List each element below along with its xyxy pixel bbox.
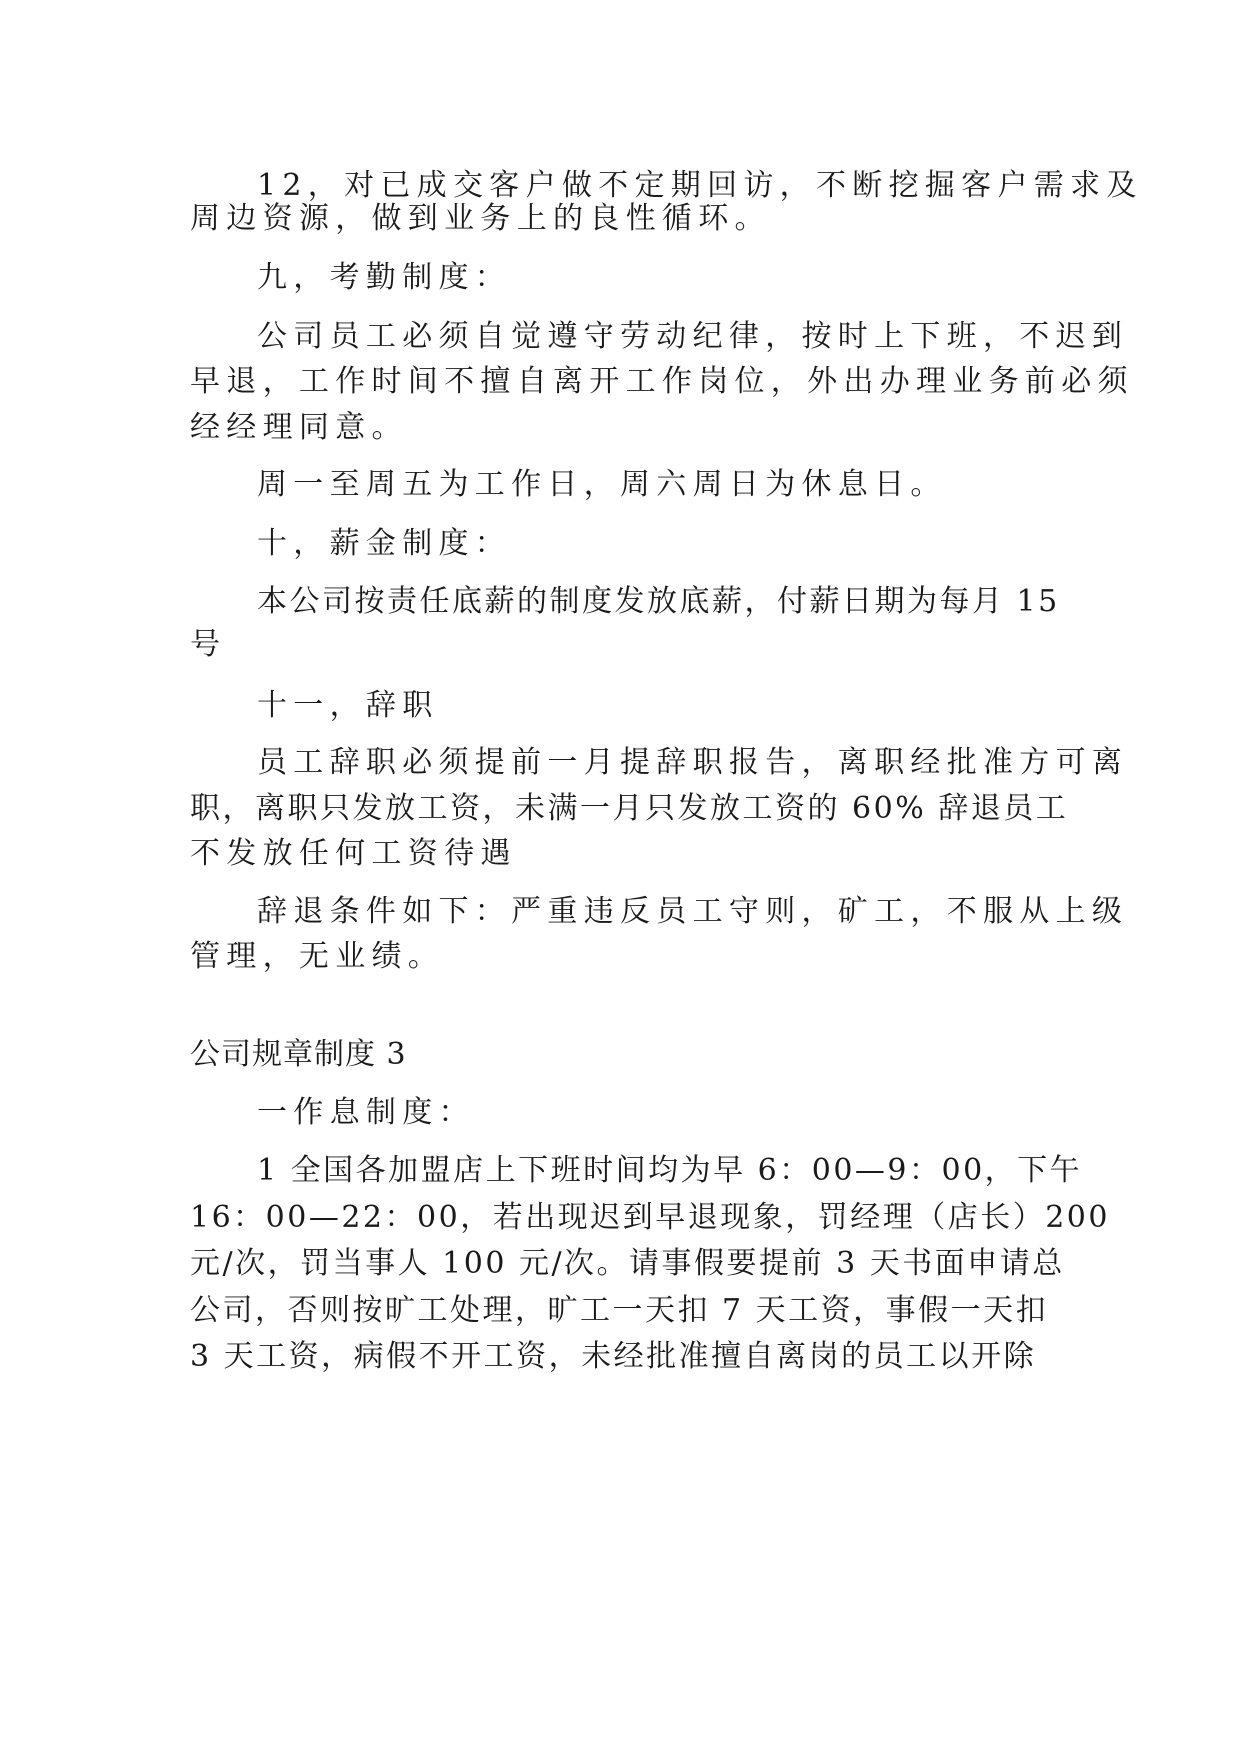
section-heading: 一作息制度：	[257, 1095, 475, 1130]
paragraph-line: 不发放任何工资待遇	[190, 836, 517, 871]
paragraph-line: 公司，否则按旷工处理，旷工一天扣 7 天工资，事假一天扣	[190, 1293, 1049, 1328]
paragraph-line: 早退，工作时间不擅自离开工作岗位，外出办理业务前必须	[190, 364, 1134, 399]
paragraph-line: 职，离职只发放工资，未满一月只发放工资的 60% 辞退员工	[190, 791, 1069, 826]
section-heading: 九，考勤制度：	[257, 260, 512, 295]
document-title: 公司规章制度 3	[190, 1037, 407, 1072]
paragraph-line: 号	[190, 627, 227, 662]
paragraph-line: 周边资源，做到业务上的良性循环。	[190, 201, 771, 236]
paragraph-line: 16：00—22：00，若出现迟到早退现象，罚经理（店长）200	[190, 1200, 1110, 1235]
paragraph-line: 12，对已成交客户做不定期回访，不断挖掘客户需求及	[257, 168, 1143, 203]
section-heading: 十，薪金制度：	[257, 526, 512, 561]
paragraph-line: 管理，无业绩。	[190, 939, 445, 974]
paragraph-line: 元/次，罚当事人 100 元/次。请事假要提前 3 天书面申请总	[190, 1246, 1065, 1281]
paragraph-line: 1 全国各加盟店上下班时间均为早 6：00—9：00，下午	[257, 1153, 1083, 1188]
paragraph-line: 3 天工资，病假不开工资，未经批准擅自离岗的员工以开除	[190, 1339, 1037, 1374]
paragraph-line: 公司员工必须自觉遵守劳动纪律，按时上下班，不迟到	[257, 319, 1129, 354]
paragraph-line: 经经理同意。	[190, 410, 408, 445]
section-heading: 十一，辞职	[257, 688, 439, 723]
paragraph-line: 辞退条件如下：严重违反员工守则，矿工，不服从上级	[257, 894, 1129, 929]
paragraph-line: 周一至周五为工作日，周六周日为休息日。	[257, 467, 947, 502]
paragraph-line: 本公司按责任底薪的制度发放底薪，付薪日期为每月 15	[257, 584, 1060, 619]
paragraph-line: 员工辞职必须提前一月提辞职报告，离职经批准方可离	[257, 745, 1129, 780]
